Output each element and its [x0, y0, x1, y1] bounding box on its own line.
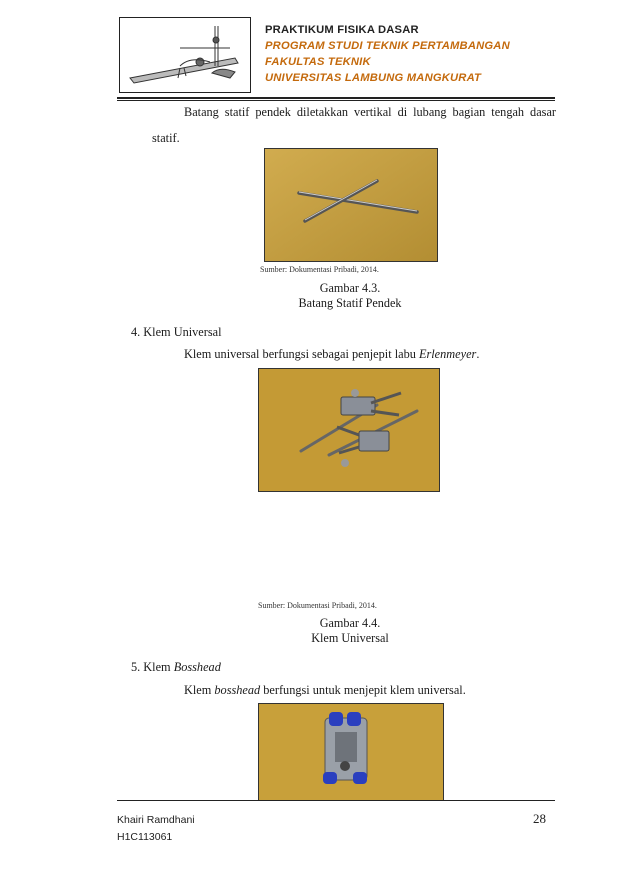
item-4-heading: 4. Klem Universal — [131, 325, 222, 339]
header-logo — [119, 17, 251, 93]
header-faculty: FAKULTAS TEKNIK — [265, 56, 371, 68]
figure-4-3-title: Batang Statif Pendek — [298, 296, 402, 310]
item-5-description — [184, 682, 466, 698]
item-4-description — [184, 346, 479, 362]
header-course: PRAKTIKUM FISIKA DASAR — [265, 24, 419, 36]
footer-student-id: H1C113061 — [117, 831, 173, 843]
figure-4-4-source: Sumber: Dokumentasi Pribadi, 2014. — [258, 601, 377, 610]
header-institution — [265, 22, 510, 86]
apparatus-sketch-icon — [120, 18, 250, 92]
item-5-heading-text: 5. Klem — [131, 660, 174, 674]
header-program: PROGRAM STUDI TEKNIK PERTAMBANGAN — [265, 40, 510, 52]
item-5-heading-italic: Bosshead — [173, 660, 221, 674]
intro-paragraph-line2: statif. — [152, 131, 180, 145]
header-divider — [117, 97, 555, 99]
figure-4-4-photo — [258, 368, 440, 492]
item-5-description-italic: bosshead — [214, 683, 261, 697]
item-5-heading — [131, 659, 221, 675]
item-5-description-text: berfungsi untuk menjepit klem universal. — [260, 683, 466, 697]
header-divider-thin — [117, 100, 555, 101]
footer-divider — [117, 800, 555, 801]
item-4-description-end: . — [476, 347, 480, 361]
footer-author: Khairi Ramdhani — [117, 814, 195, 826]
figure-4-4-number: Gambar 4.4. — [319, 616, 381, 630]
figure-4-3-photo — [264, 148, 438, 262]
page-number: 28 — [533, 811, 546, 826]
item-4-description-text: Klem universal berfungsi sebagai penjepit labu — [184, 347, 419, 361]
figure-4-4-title: Klem Universal — [311, 631, 389, 645]
figure-4-3-source: Sumber: Dokumentasi Pribadi, 2014. — [260, 265, 379, 274]
intro-paragraph-line1: Batang statif pendek diletakkan vertikal di lubang bagian tengah dasar — [184, 105, 556, 119]
item-4-description-italic: Erlenmeyer — [418, 347, 477, 361]
header-university: UNIVERSITAS LAMBUNG MANGKURAT — [265, 72, 482, 84]
item-5-description-start: Klem — [184, 683, 215, 697]
footer-author-block — [117, 812, 195, 846]
figure-4-3-number: Gambar 4.3. — [319, 281, 381, 295]
figure-4-5-photo — [258, 703, 444, 801]
